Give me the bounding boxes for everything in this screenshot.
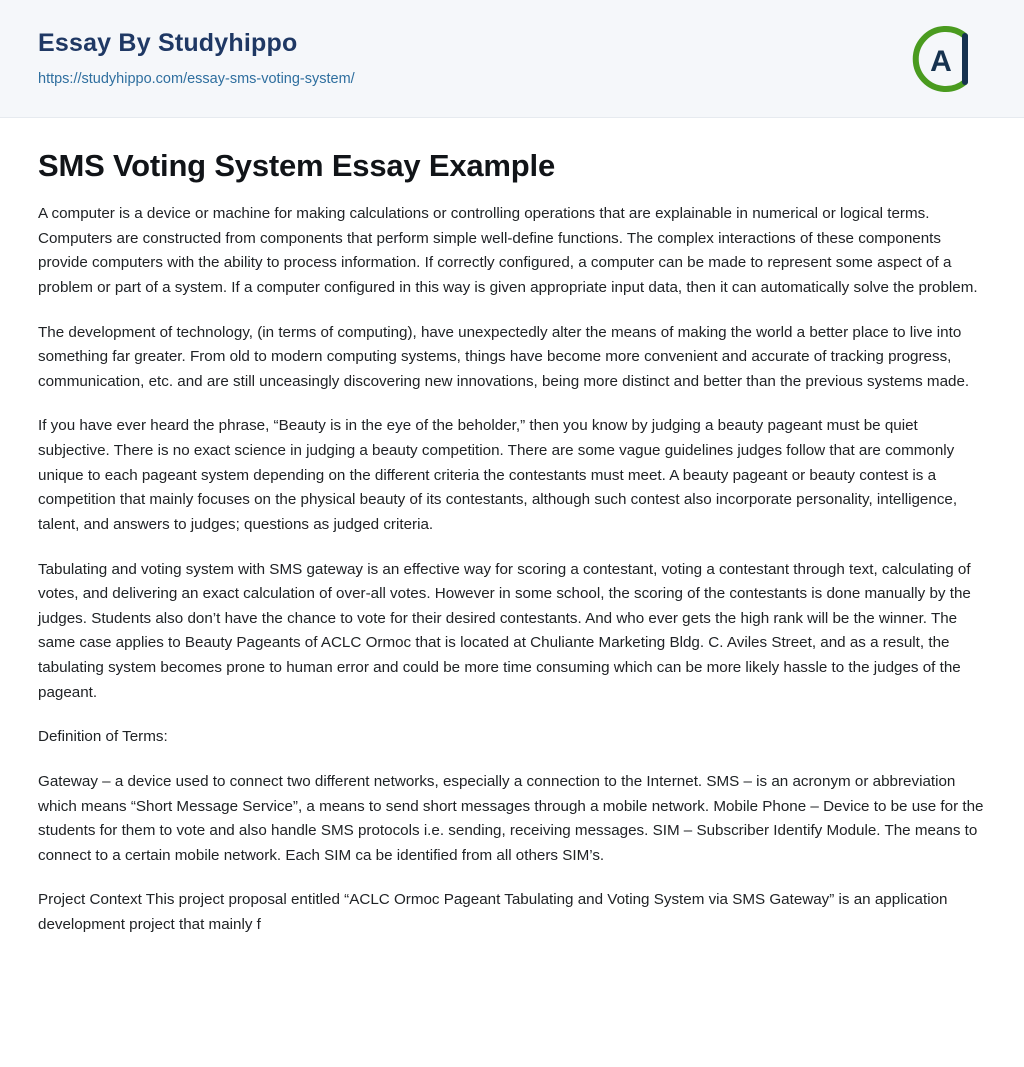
- studyhippo-a-logo-icon: [906, 22, 980, 96]
- page-title: SMS Voting System Essay Example: [38, 148, 555, 183]
- article-body: [0, 118, 1024, 978]
- source-url-link[interactable]: https://studyhippo.com/essay-sms-voting-system/: [38, 71, 355, 87]
- site-brand-title: Essay By Studyhippo: [38, 29, 298, 57]
- paragraph: If you have ever heard the phrase, “Beauty is in the eye of the beholder,” then you know by judging a beauty pageant must be quiet subjective. There is no exact science in judging a beauty competition. There are some vague guidelines judges follow that are commonly unique to each pageant system depending on the different criteria the contestants must meet. A beauty pageant or beauty contest is a competition that mainly focuses on the physical beauty of its contestants, although such contest also incorporate personality, intelligence, talent, and answers to judges; questions as judged criteria.: [38, 417, 958, 533]
- paragraph: Project Context This project proposal entitled “ACLC Ormoc Pageant Tabulating and Voting System via SMS Gateway” is an application development project that mainly f: [38, 891, 948, 933]
- svg-text:A: A: [930, 45, 952, 78]
- paragraph: A computer is a device or machine for making calculations or controlling operations that are explainable in numerical or logical terms. Computers are constructed from components that perform simple well-define functions. The complex interactions of these components provide computers with the ability to process information. If correctly configured, a computer can be made to represent some aspect of a problem or part of a system. If a computer configured in this way is given appropriate input data, then it can automatically solve the problem.: [38, 205, 978, 296]
- paragraph: Tabulating and voting system with SMS gateway is an effective way for scoring a contestant, voting a contestant through text, calculating of votes, and delivering an exact calculation of over-all votes. However in some school, the scoring of the contestants is done manually by the judges. Students also don’t have the chance to vote for their desired contestants. And who ever gets the high rank will be the winner. The same case applies to Beauty Pageants of ACLC Ormoc that is located at Chuliante Marketing Bldg. C. Aviles Street, and as a result, the tabulating system becomes prone to human error and could be more time consuming which can be more likely hassle to the judges of the pageant.: [38, 560, 971, 701]
- site-header: [0, 0, 1024, 118]
- paragraph: The development of technology, (in terms of computing), have unexpectedly alter the means of making the world a better place to live into something far greater. From old to modern computing systems, things have become more convenient and accurate of tracking progress, communication, etc. and are still unceasingly discovering new innovations, being more distinct and better than the previous systems made.: [38, 323, 970, 390]
- paragraph: Gateway – a device used to connect two different networks, especially a connection to the Internet. SMS – is an acronym or abbreviation which means “Short Message Service”, a means to send short messages through a mobile network. Mobile Phone – Device to be use for the students for them to vote and also handle SMS protocols i.e. sending, receiving messages. SIM – Subscriber Identify Module. The means to connect to a certain mobile network. Each SIM ca be identified from all others SIM’s.: [38, 772, 984, 864]
- paragraph: Definition of Terms:: [38, 728, 168, 746]
